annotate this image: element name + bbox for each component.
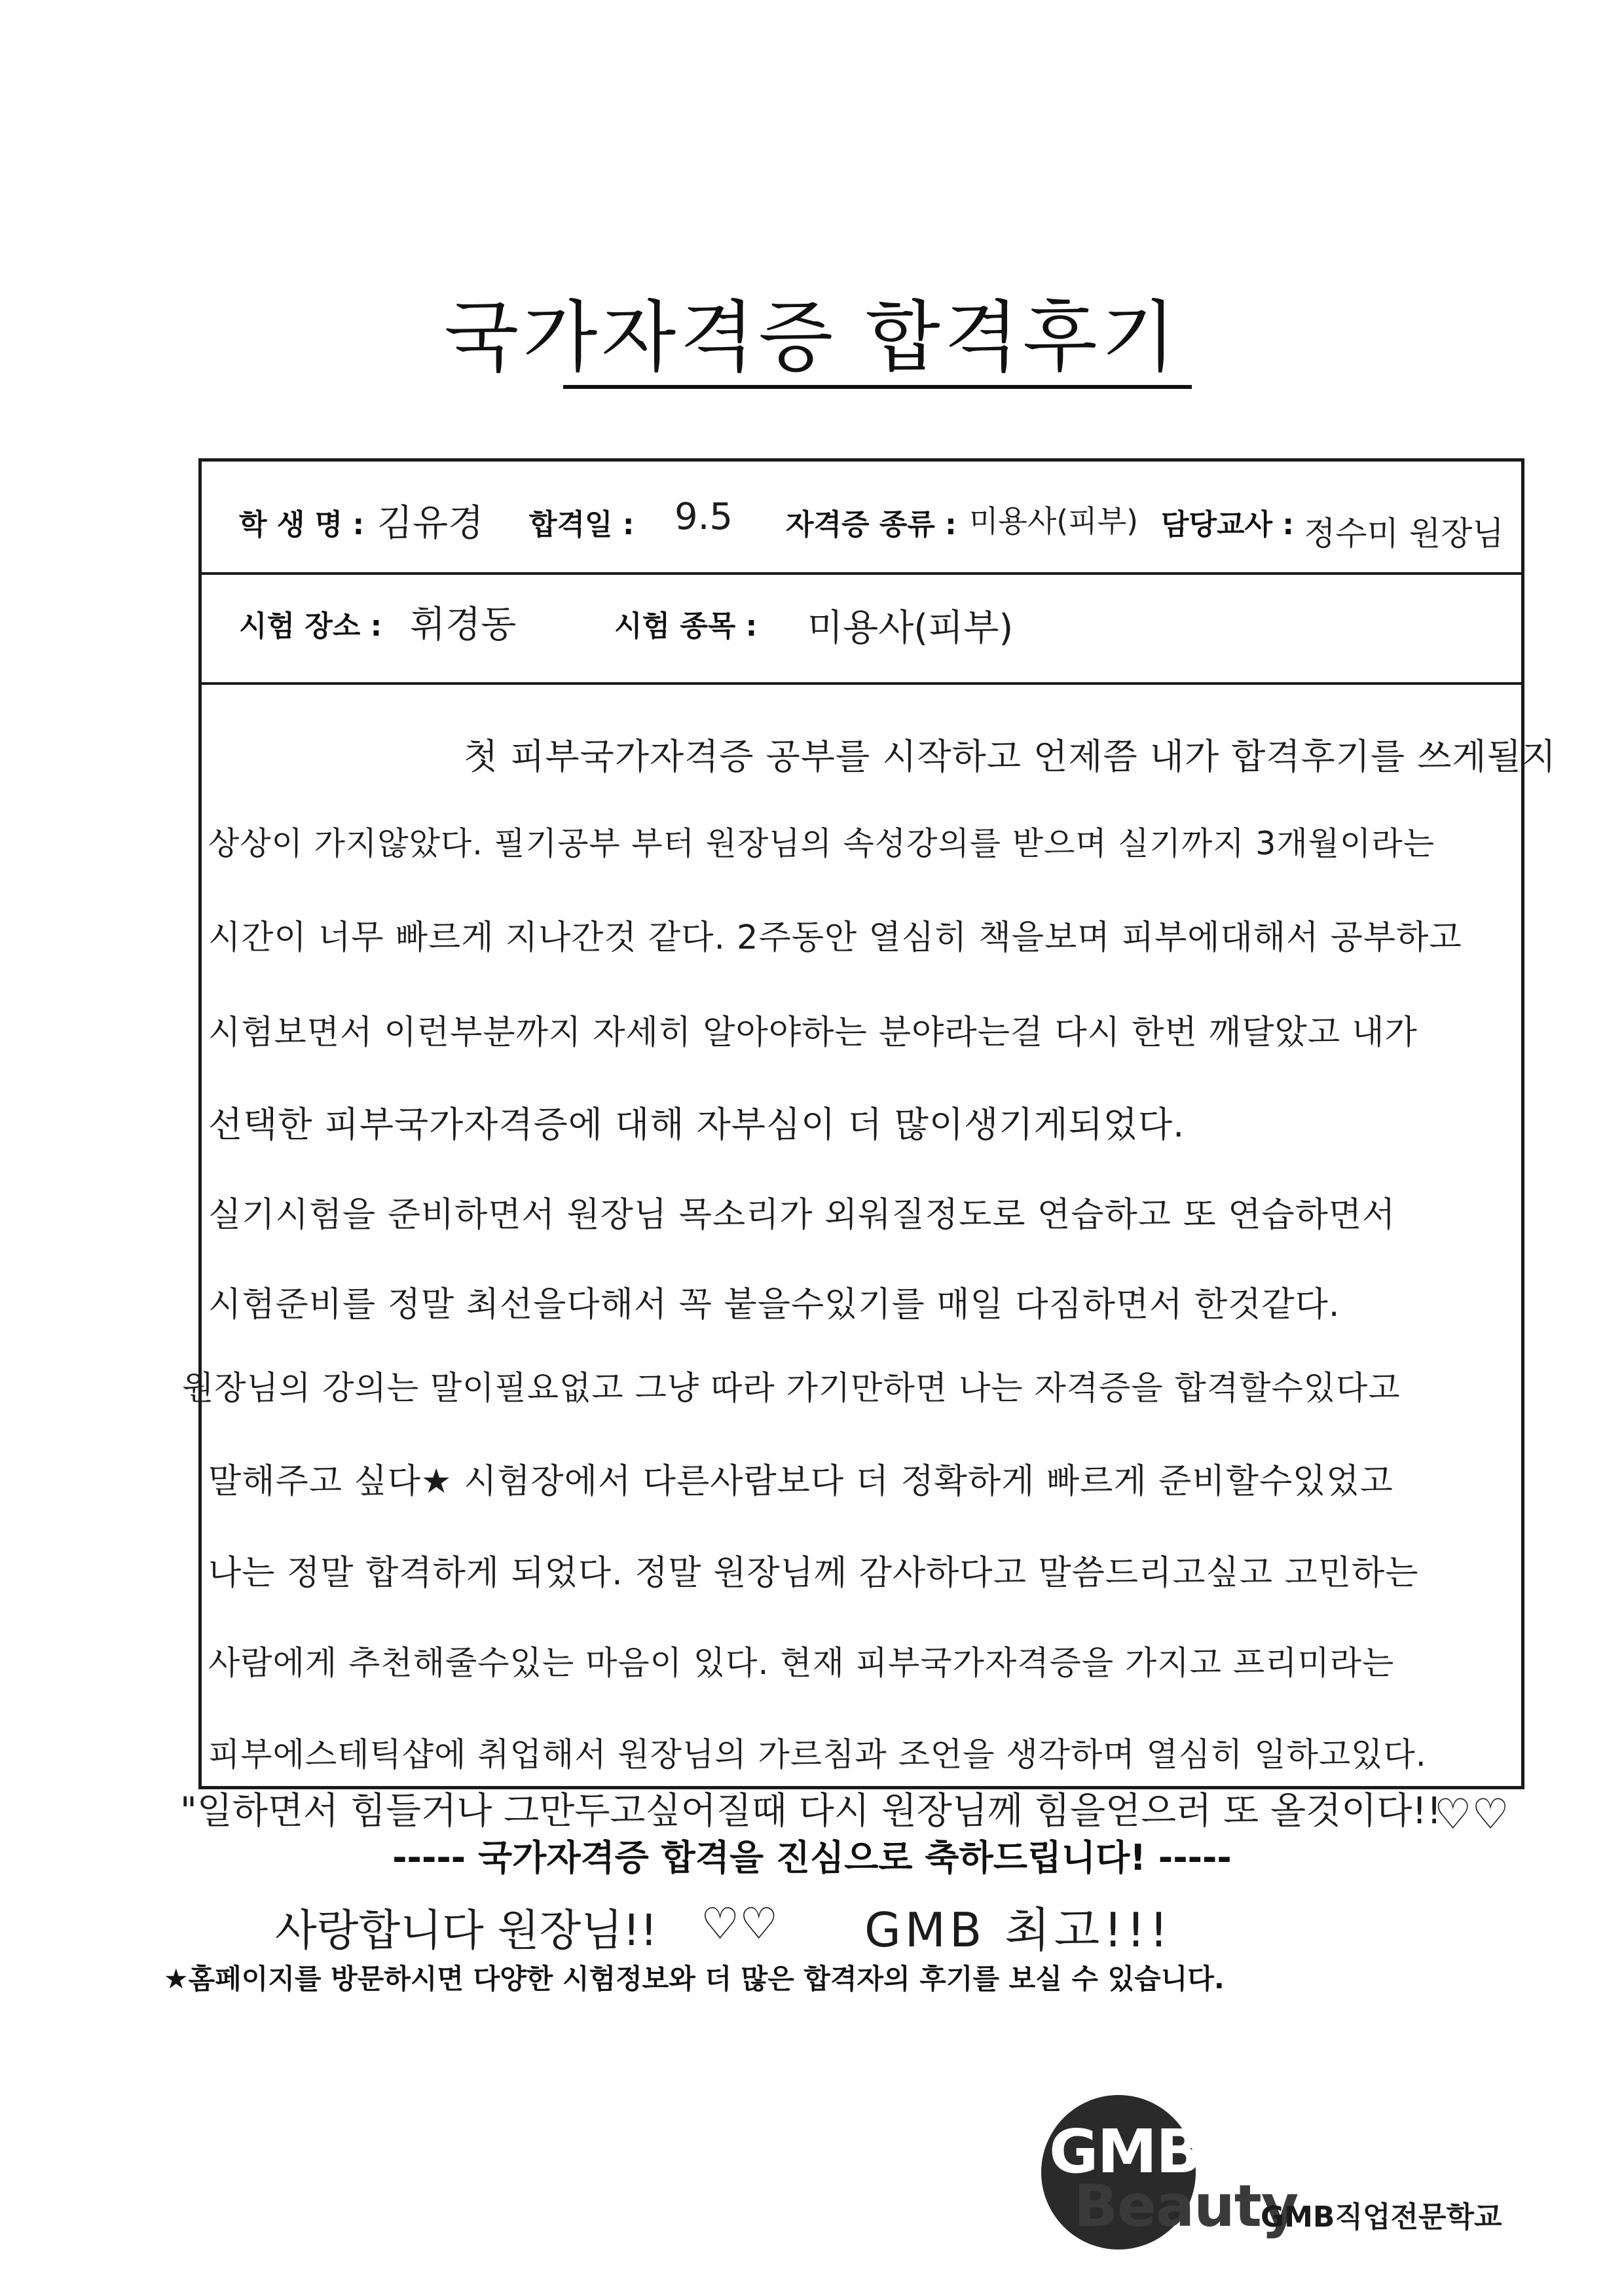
congratulations-banner: ----- 국가자격증 합격을 진심으로 축하드립니다! -----	[392, 1837, 1232, 1878]
review-form	[182, 458, 1557, 1789]
review-body-line: 나는 정말 합격하게 되었다. 정말 원장님께 감사하다고 말씀드리고싶고 고민하는	[208, 1554, 1419, 1593]
review-body-line: 시간이 너무 빠르게 지나간것 같다. 2주동안 열심히 책을보며 피부에대해서 공부하고	[208, 919, 1462, 957]
cert-type-value: 미용사(피부)	[969, 503, 1139, 539]
homepage-notice: ★홈페이지를 방문하시면 다양한 시험정보와 더 많은 합격자의 후기를 보실 수 있습니다.	[164, 1963, 1225, 1995]
review-body-line: 피부에스테틱샵에 취업해서 원장님의 가르침과 조언을 생각하며 열심히 일하고있다.	[208, 1736, 1427, 1774]
review-body-line: 원장님의 강의는 말이필요없고 그냥 따라 가기만하면 나는 자격증을 합격할수있다고	[182, 1369, 1401, 1407]
document-title: 국가자격증 합격후기	[444, 292, 1180, 382]
form-divider	[202, 572, 1521, 575]
heart-icon: ♡♡	[701, 1899, 779, 1949]
handwritten-gmb-note: GMB 최고!!!	[864, 1903, 1172, 1958]
teacher-label: 담당교사 :	[1161, 508, 1294, 541]
teacher-value: 정수미 원장님	[1304, 515, 1504, 553]
exam-place-value: 휘경동	[410, 604, 517, 646]
student-name-label: 학 생 명 :	[239, 508, 365, 541]
handwritten-note: "일하면서 힘들거나 그만두고싶어질때 다시 원장님께 힘을얻으러 또 올것이다!!	[180, 1790, 1442, 1832]
exam-subject-value: 미용사(피부)	[807, 607, 1014, 649]
form-divider	[202, 682, 1521, 685]
school-name: GMB직업전문학교	[1261, 2200, 1502, 2234]
review-body-line: 말해주고 싶다★ 시험장에서 다른사람보다 더 정확하게 빠르게 준비할수있었고	[208, 1462, 1393, 1501]
exam-place-label: 시험 장소 :	[239, 610, 382, 643]
exam-subject-label: 시험 종목 :	[614, 610, 758, 643]
handwritten-love-note: 사랑합니다 원장님!!	[275, 1905, 657, 1956]
pass-date-label: 합격일 :	[529, 508, 635, 541]
review-body-line: 시험준비를 정말 최선을다해서 꼭 붙을수있기를 매일 다짐하면서 한것같다.	[208, 1285, 1340, 1324]
review-body-line: 시험보면서 이런부분까지 자세히 알아야하는 분야라는걸 다시 한번 깨달았고 내가	[208, 1013, 1418, 1052]
title-underline	[563, 385, 1192, 389]
review-body-line: 사람에게 추천해줄수있는 마음이 있다. 현재 피부국가자격증을 가지고 프리미라는	[208, 1644, 1395, 1682]
review-body-line: 상상이 가지않았다. 필기공부 부터 원장님의 속성강의를 받으며 실기까지 3개월이라는	[208, 825, 1435, 862]
review-body-line: 실기시험을 준비하면서 원장님 목소리가 외워질정도로 연습하고 또 연습하면서	[208, 1195, 1396, 1235]
pass-date-value: 9.5	[674, 496, 733, 538]
review-body-line: 첫 피부국가자격증 공부를 시작하고 언제쯤 내가 합격후기를 쓰게될지	[464, 736, 1557, 777]
cert-type-label: 자격증 종류 :	[786, 508, 957, 541]
review-body-line: 선택한 피부국가자격증에 대해 자부심이 더 많이생기게되었다.	[208, 1104, 1185, 1145]
logo-beauty-text: Beauty	[1074, 2172, 1299, 2240]
student-name-value: 김유경	[377, 502, 484, 545]
logo-gmb-text: GMB	[1049, 2117, 1201, 2187]
heart-icon: ♡♡	[1434, 1791, 1509, 1839]
